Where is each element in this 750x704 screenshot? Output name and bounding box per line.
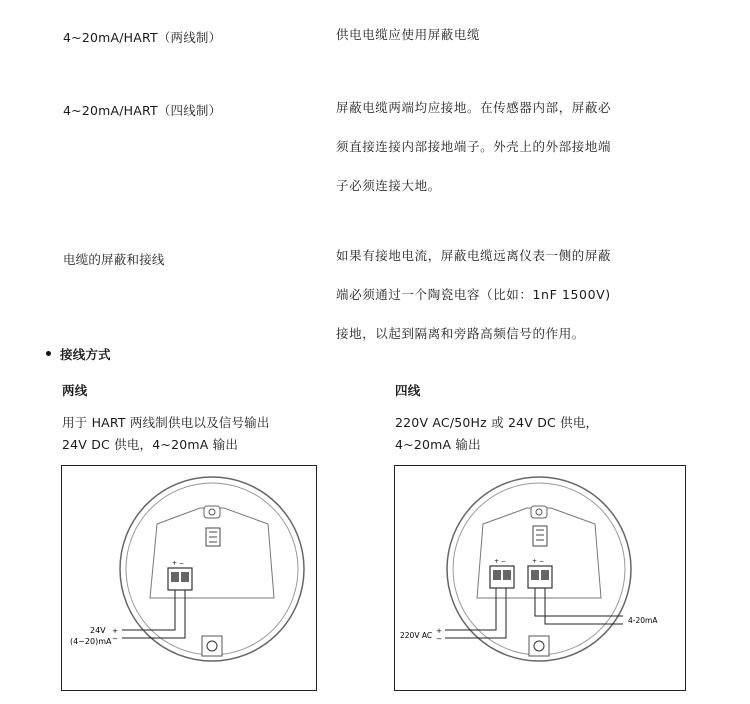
two-wire-line-2: 24V DC 供电，4~20mA 输出 [62,437,239,452]
connector-block [533,526,547,546]
row-3-desc-line: 接地，以起到隔离和旁路高频信号的作用。 [336,326,585,341]
ground-lug [529,636,549,656]
power-terminal-minus-mark: − [501,558,507,565]
two-wire-diagram-frame [61,465,317,691]
row-3-term: 电缆的屏蔽和接线 [63,252,165,267]
terminal-screw-icon [181,572,189,582]
mount-tab [531,506,547,518]
four-wire-diagram [395,466,685,690]
signal-terminal-minus-mark: − [539,558,545,565]
row-2-desc-line: 须直接连接内部接地端子。外壳上的外部接地端 [336,139,612,154]
row-3-desc [336,236,611,353]
power-plus: + [436,627,442,635]
terminal-screw-icon [541,570,549,580]
two-wire-diagram [62,466,316,690]
power-supply-label: 220V AC [400,631,433,640]
signal-current-label: (4~20)mA [70,637,112,646]
signal-output-label: 4-20mA [628,616,658,625]
row-2-desc [336,88,611,205]
four-wire-line-2: 4~20mA 输出 [395,437,481,452]
terminal-screw-icon [171,572,179,582]
terminal-screw-icon [503,570,511,580]
signal-terminal-plus-mark: + [532,558,538,565]
row-2-desc-line: 屏蔽电缆两端均应接地。在传感器内部，屏蔽必 [336,100,612,115]
row-2-term: 4~20mA/HART（四线制） [63,103,222,118]
terminal-screw-icon [531,570,539,580]
section-title: 接线方式 [60,347,111,362]
two-wire-line-1: 用于 HART 两线制供电以及信号输出 [62,415,270,430]
row-2-desc-line: 子必须连接大地。 [336,178,441,193]
row-3-desc-line: 端必须通过一个陶瓷电容（比如：1nF 1500V) [336,287,611,302]
four-wire-diagram-frame [394,465,686,691]
supply-minus: − [112,635,118,643]
ground-lug [202,636,222,656]
two-wire-heading: 两线 [62,383,88,398]
four-wire-line-1: 220V AC/50Hz 或 24V DC 供电， [395,415,599,430]
terminal-minus-mark: − [179,560,185,567]
supply-plus: + [112,627,118,635]
row-1-term: 4~20mA/HART（两线制） [63,30,222,45]
row-3-desc-line: 如果有接地电流，屏蔽电缆远离仪表一侧的屏蔽 [336,248,612,263]
terminal-screw-icon [493,570,501,580]
terminal-plus-mark: + [172,560,178,567]
mount-tab [204,506,220,518]
bullet-icon [46,351,51,356]
row-1-desc [336,15,480,54]
power-terminal-plus-mark: + [494,558,500,565]
supply-voltage-label: 24V [90,626,106,635]
row-1-desc-line: 供电电缆应使用屏蔽电缆 [336,27,481,42]
four-wire-heading: 四线 [395,383,421,398]
power-minus: − [436,635,442,643]
